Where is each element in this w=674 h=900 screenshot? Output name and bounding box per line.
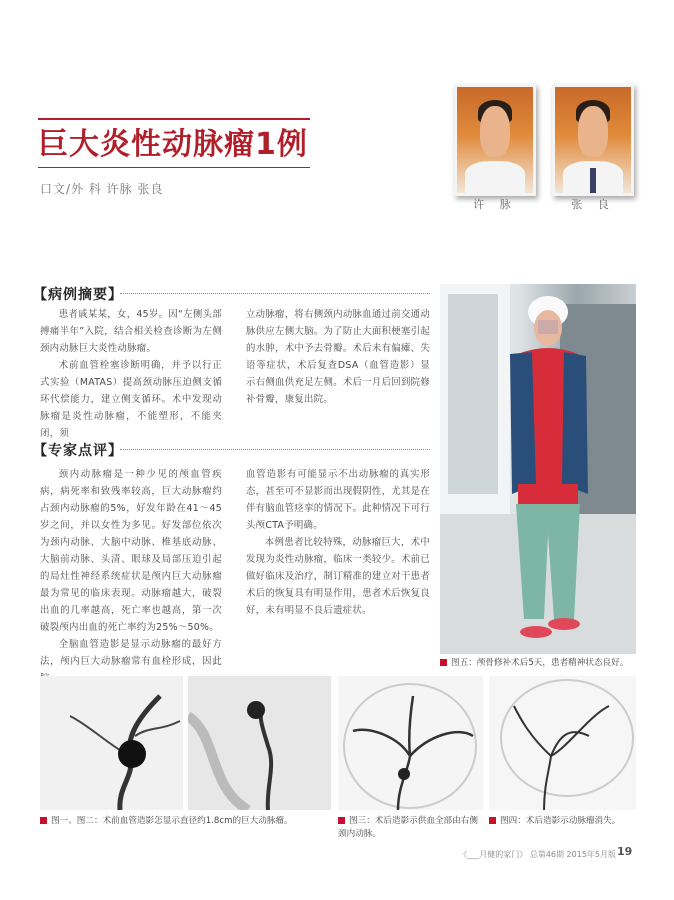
figure-5-caption: 图五：颅骨修补术后5天，患者精神状态良好。: [451, 658, 629, 668]
expert-comment-col2: [246, 466, 430, 619]
expert-comment-para-2: 全脑血管造影是显示动脉瘤的最好方法，颅内巨大动脉瘤常有血栓形成，因此: [40, 639, 222, 667]
expert-comment-col1: [40, 466, 222, 687]
journal-footer: 《___月健的家门》 总第46期 2015年5月版: [459, 850, 616, 859]
caption-bullet: [338, 817, 345, 824]
case-summary-para-2: 术前血管栓塞诊断明确，并予以行正式实验（MATAS）提高颈动脉压迫侧支循环代偿能力，建立侧支循环。术中发现动脉瘤是炎性动脉瘤，不能塑形，不能夹闭，须: [40, 360, 222, 439]
figure-3-caption: 图三：术后造影示供血全部由右侧颈内动脉。: [338, 816, 478, 839]
figure-1-angiogram: [40, 676, 183, 810]
figure-4-caption-wrap: [489, 815, 639, 828]
figure-1-2-caption-wrap: [40, 815, 330, 828]
author-name-2: 张 良: [571, 198, 615, 211]
angiogram-3-illustration: [338, 676, 483, 810]
figure-1-2-caption: 图一、图二：术前血管造影怎显示直径约1.8cm的巨大动脉瘤。: [51, 816, 293, 826]
angiogram-4-illustration: [489, 676, 636, 810]
figure-5-caption-wrap: [440, 657, 650, 670]
case-summary-col2: [246, 306, 430, 408]
angiogram-2-illustration: [188, 676, 331, 810]
angiogram-1-illustration: [40, 676, 183, 810]
expert-comment-para-4: 本例患者比较特殊，动脉瘤巨大，术中发现为炎性动脉瘤，临床一类较少。术前已做好临床及治疗，制订精准的建立对干患者术后的恢复具有明显作用，患者术后恢复良好，未有明显不良后遗症状。: [246, 537, 430, 616]
caption-bullet: [40, 817, 47, 824]
figure-4-angiogram: [489, 676, 636, 810]
caption-bullet: [440, 659, 447, 666]
author-photo-1: [454, 84, 536, 196]
expert-comment-para-3: 血管造影有可能显示不出动脉瘤的真实形态，甚至可不显影而出现假阴性，尤其是在伴有脑血管痉挛的情况下。此种情况下可行头颅CTA予明确。: [246, 469, 430, 531]
expert-comment-para-1: 颈内动脉瘤是一种少见的颅血管疾病，病死率和致残率较高，巨大动脉瘤约占颈内动脉瘤的5%，好发年龄在41～45岁之间，并以女性为多见。好发部位依次为颈内动脉、大脑中动脉、椎基底动脉、大脑前动脉、头清、眼球及局部压迫引起的局灶性神经系统症状是颅内巨大动脉瘤最为常见的临床表现。动脉瘤越大，破裂出血的几率越高，死亡率也越高，第一次破裂颅内出血的死亡率约为25%～50%。: [40, 469, 222, 633]
caption-bullet: [489, 817, 496, 824]
figure-3-caption-wrap: [338, 815, 484, 841]
case-summary-para-3: 立动脉瘤，将右侧颈内动脉血通过前交通动脉供应左侧大脑。为了防止大面积梗塞引起的水肿，术中予去骨瓣。术后未有偏瘫、失语等症状，术后复查DSA（血管造影）显示右侧血供充足左侧。术后一月后回到院修补骨瓣，康复出院。: [246, 309, 430, 405]
patient-illustration: [440, 284, 636, 654]
figure-2-angiogram: [188, 676, 331, 810]
page-number: 19: [617, 845, 633, 858]
author-name-1: 许 脉: [473, 198, 517, 211]
figure-5-patient-photo: [440, 284, 636, 654]
expert-comment-divider: [120, 449, 430, 450]
author-photo-2: [552, 84, 634, 196]
case-summary-col1: [40, 306, 222, 442]
article-byline: 口文/外 科 许脉 张良: [40, 182, 164, 196]
case-summary-para-1: 患者戚某某，女，45岁。因“左侧头部搏痛半年”入院，结合相关检查诊断为左侧颈内动脉巨大炎性动脉瘤。: [40, 309, 222, 354]
case-summary-divider: [120, 293, 430, 294]
figure-3-angiogram: [338, 676, 483, 810]
expert-comment-heading: 【专家点评】: [33, 443, 123, 459]
article-title: 巨大炎性动脉瘤1例: [38, 118, 310, 168]
figure-4-caption: 图四：术后造影示动脉瘤消失。: [500, 816, 621, 826]
case-summary-heading: 【病例摘要】: [33, 287, 123, 303]
